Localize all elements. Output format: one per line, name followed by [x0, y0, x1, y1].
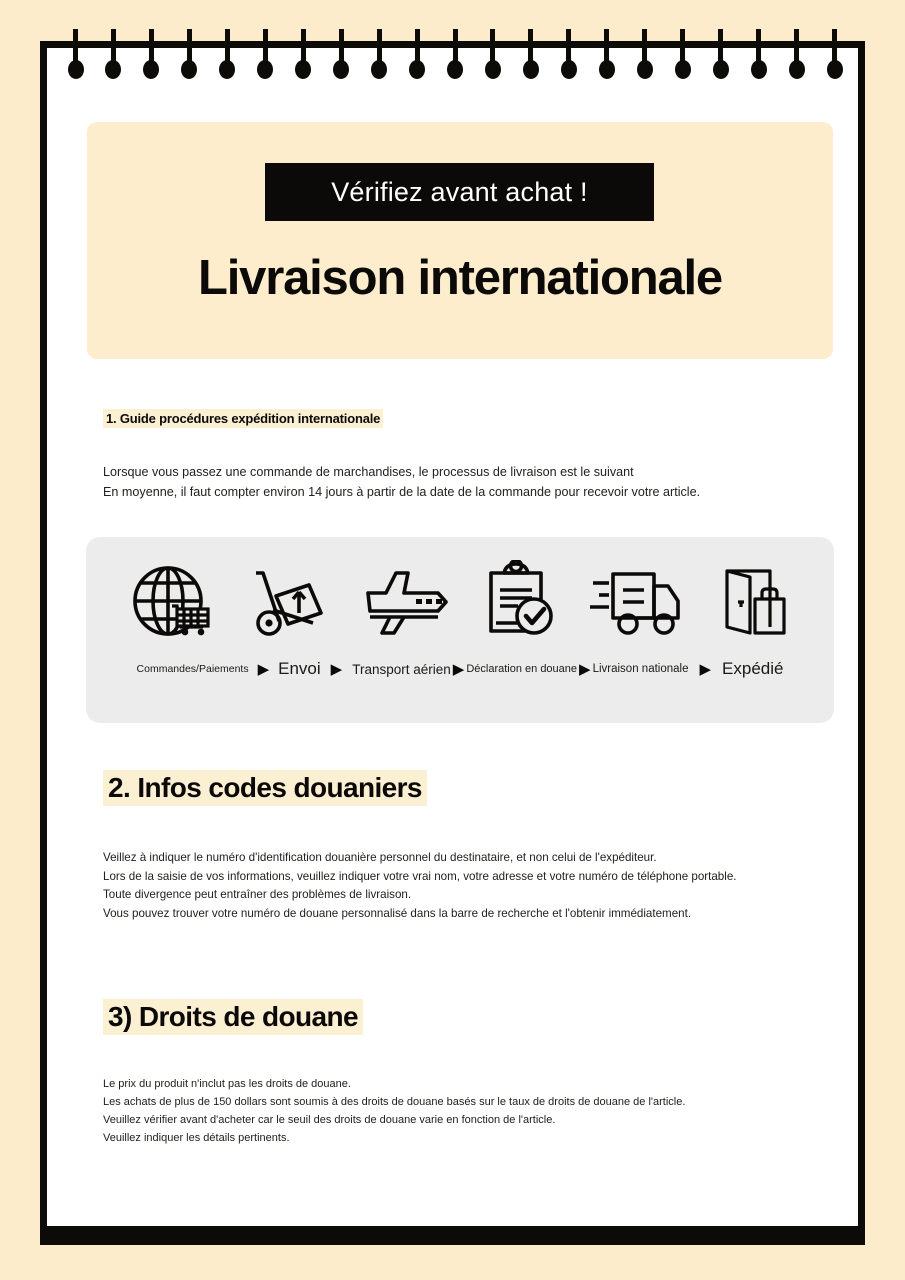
section-3-heading: 3) Droits de douane — [103, 999, 363, 1035]
flow-label-6: Expédié — [722, 659, 784, 678]
flow-label-2: Envoi — [278, 659, 321, 678]
section-2-heading: 2. Infos codes douaniers — [103, 770, 427, 806]
section-3-line-4: Veuillez indiquer les détails pertinents. — [103, 1132, 290, 1144]
flow-label-4: Déclaration en douane — [466, 663, 578, 675]
flow-label-3: Transport aérien — [352, 661, 451, 677]
section-2-body — [103, 849, 737, 923]
section-1-line-1: Lorsque vous passez une commande de marchandises, le processus de livraison est le suivant — [103, 465, 634, 479]
flow-label-1: Commandes/Paiements — [136, 663, 249, 675]
process-flow-panel — [86, 537, 834, 723]
section-2-line-1: Veillez à indiquer le numéro d'identification douanière personnel du destinataire, et non celui de l'expéditeur. — [103, 851, 657, 864]
section-1-line-2: En moyenne, il faut compter environ 14 jours à partir de la date de la commande pour recevoir votre article. — [103, 484, 701, 499]
section-2-line-2: Lors de la saisie de vos informations, veuillez indiquer votre vrai nom, votre adresse et votre numéro de téléphone portable. — [103, 869, 737, 883]
section-3-line-2: Les achats de plus de 150 dollars sont soumis à des droits de douane basés sur le taux de droits de douane de l'article. — [103, 1096, 686, 1108]
clipboard-check-icon — [482, 560, 560, 642]
section-3-body — [103, 1075, 685, 1147]
open-door-bag-icon — [717, 561, 793, 641]
flow-arrow-5: ▶ — [699, 660, 712, 678]
flow-arrow-1: ▶ — [257, 660, 270, 678]
notepad-page — [40, 41, 865, 1245]
section-2-line-3: Toute divergence peut entraîner des problèmes de livraison. — [103, 888, 412, 902]
section-3 — [103, 999, 685, 1147]
flow-arrow-3: ▶ — [452, 660, 465, 678]
page-title: Livraison internationale — [198, 251, 722, 305]
section-2-line-4: Vous pouvez trouver votre numéro de douane personnalisé dans la barre de recherche et l'obtenir immédiatement. — [103, 906, 692, 920]
section-1 — [103, 409, 700, 502]
airplane-icon — [360, 561, 452, 641]
section-1-heading: 1. Guide procédures expédition internationale — [103, 409, 383, 428]
header-banner-label: Vérifiez avant achat ! — [331, 176, 588, 207]
flow-label-5: Livraison nationale — [592, 663, 689, 675]
delivery-truck-icon — [590, 562, 686, 640]
flow-arrow-4: ▶ — [579, 660, 591, 678]
section-3-line-3: Veuillez vérifier avant d'acheter car le seuil des droits de douane varie en fonction de l'article. — [103, 1114, 556, 1126]
hand-truck-box-icon — [243, 561, 329, 641]
process-flow-icons — [86, 557, 834, 645]
flow-arrow-2: ▶ — [330, 660, 343, 678]
section-3-line-1: Le prix du produit n'inclut pas les droits de douane. — [103, 1078, 351, 1090]
globe-cart-icon — [127, 561, 213, 641]
section-2 — [103, 770, 737, 923]
process-flow-labels — [86, 659, 834, 679]
section-1-body — [103, 463, 700, 502]
header-card — [87, 122, 833, 359]
header-banner — [265, 163, 654, 221]
